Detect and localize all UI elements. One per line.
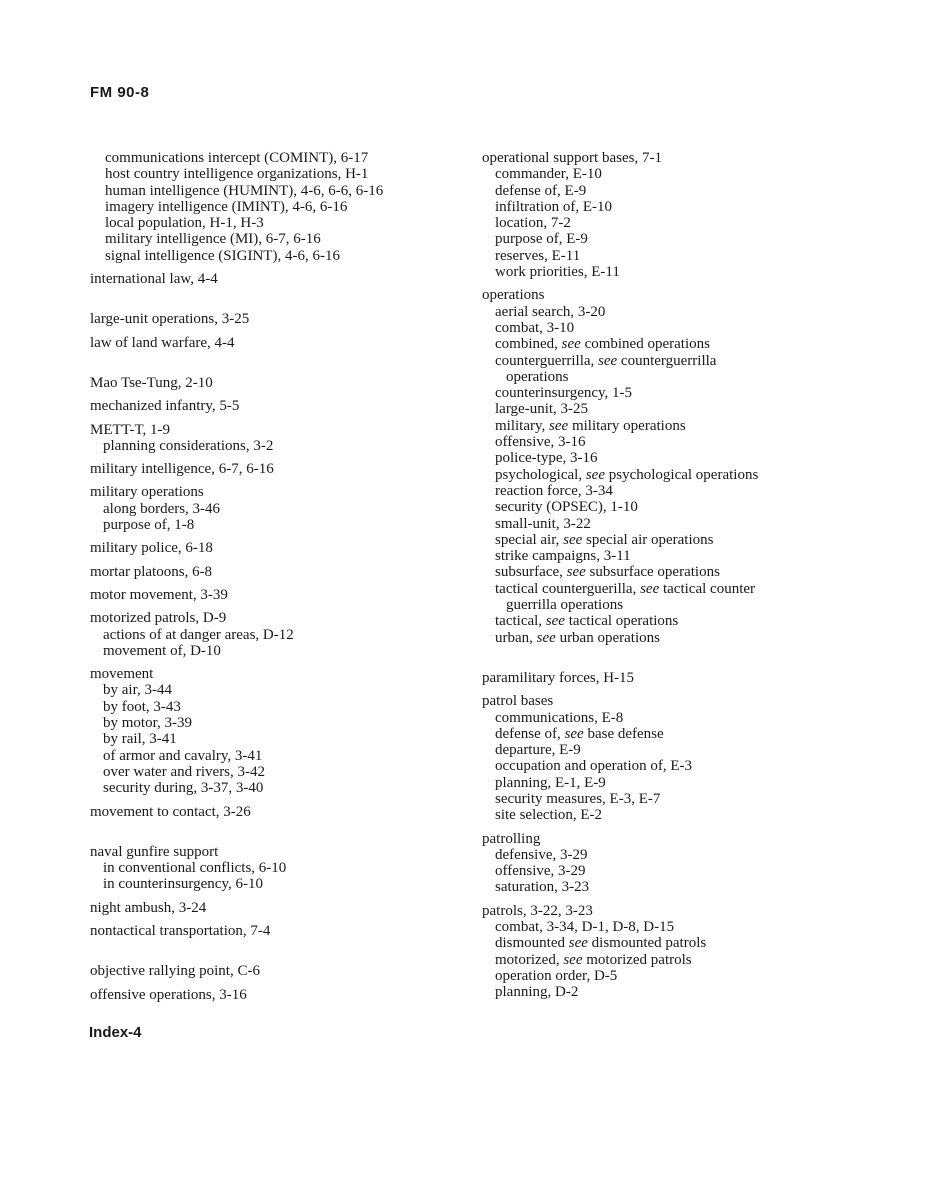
index-subentry: along borders, 3-46	[103, 500, 221, 517]
index-entry	[90, 610, 450, 659]
index-subentry: human intelligence (HUMINT), 4-6, 6-6, 6-16	[105, 182, 384, 199]
page-header: FM 90-8	[90, 84, 150, 101]
index-subentry: host country intelligence organizations, H-1	[105, 166, 369, 183]
index-subentry: commander, E-10	[495, 166, 602, 183]
index-entry	[90, 804, 450, 820]
index-term: paramilitary forces, H-15	[482, 669, 635, 686]
index-entry-patrolling	[482, 831, 822, 896]
index-subentry: by motor, 3-39	[103, 715, 192, 732]
index-term: mortar platoons, 6-8	[90, 563, 213, 580]
index-subentry: counterguerrilla, see counterguerrilla	[495, 352, 717, 369]
index-subentry: military intelligence (MI), 6-7, 6-16	[105, 231, 321, 248]
index-entry	[90, 963, 450, 979]
index-subentry: defense of, E-9	[495, 182, 587, 199]
index-subentry: special air, see special air operations	[495, 531, 714, 548]
index-term: patrolling	[482, 830, 541, 847]
index-entry	[90, 484, 450, 533]
index-entry	[90, 564, 450, 580]
index-term: METT-T, 1-9	[90, 421, 170, 438]
index-entry	[90, 540, 450, 556]
index-entry-patrol-bases	[482, 693, 822, 823]
index-column-left	[90, 150, 450, 1003]
index-subentry: counterinsurgency, 1-5	[495, 385, 633, 402]
index-subentry: security measures, E-3, E-7	[495, 790, 661, 807]
index-term: operations	[482, 287, 545, 304]
index-subentry: psychological, see psychological operations	[495, 466, 759, 483]
index-subentry: communications, E-8	[495, 709, 624, 726]
index-term: naval gunfire support	[90, 843, 219, 860]
index-subentry: planning considerations, 3-2	[103, 437, 274, 454]
index-subentry: large-unit, 3-25	[495, 401, 589, 418]
index-term: military operations	[90, 484, 204, 501]
index-subentry: saturation, 3-23	[495, 879, 590, 896]
page-footer: Index-4	[89, 1024, 142, 1041]
index-subentry: purpose of, 1-8	[103, 517, 195, 534]
index-subentry: by rail, 3-41	[103, 731, 177, 748]
index-term: offensive operations, 3-16	[90, 986, 247, 1003]
index-subentry: tactical, see tactical operations	[495, 613, 679, 630]
index-subentry: operation order, D-5	[495, 967, 618, 984]
index-subentry-continued: operations	[506, 368, 569, 385]
index-subentry: defensive, 3-29	[495, 846, 588, 863]
index-entry	[90, 987, 450, 1003]
index-subentry: tactical counterguerilla, see tactical counter	[495, 580, 756, 597]
index-entry	[482, 150, 822, 280]
index-entry	[90, 461, 450, 477]
index-entry-operations	[482, 287, 822, 646]
index-term: night ambush, 3-24	[90, 899, 207, 916]
index-subentry: infiltration of, E-10	[495, 198, 613, 215]
index-subentry: signal intelligence (SIGINT), 4-6, 6-16	[105, 247, 340, 264]
index-subentry: offensive, 3-29	[495, 863, 586, 880]
index-subentry: defense of, see base defense	[495, 725, 664, 742]
index-subentry: reaction force, 3-34	[495, 482, 613, 499]
index-entry-patrols	[482, 903, 822, 1001]
index-subentry: strike campaigns, 3-11	[495, 548, 631, 565]
index-subentry: movement of, D-10	[103, 642, 221, 659]
index-entry	[90, 900, 450, 916]
index-term: law of land warfare, 4-4	[90, 334, 235, 351]
index-term: objective rallying point, C-6	[90, 963, 260, 980]
index-term: Mao Tse-Tung, 2-10	[90, 374, 213, 391]
index-entry	[90, 335, 450, 351]
index-subentry: military, see military operations	[495, 417, 686, 434]
index-subentry: combined, see combined operations	[495, 336, 710, 353]
index-subentry: over water and rivers, 3-42	[103, 763, 266, 780]
index-subentry: location, 7-2	[495, 215, 571, 232]
index-subentry: departure, E-9	[495, 742, 581, 759]
index-subentry: combat, 3-10	[495, 319, 575, 336]
index-column-right	[482, 150, 822, 1001]
index-term: patrols, 3-22, 3-23	[482, 902, 593, 919]
index-subentry: urban, see urban operations	[495, 629, 660, 646]
index-subentry: small-unit, 3-22	[495, 515, 591, 532]
index-subentry: reserves, E-11	[495, 247, 581, 264]
index-term: movement to contact, 3-26	[90, 803, 251, 820]
index-term: patrol bases	[482, 693, 554, 710]
index-term: military intelligence, 6-7, 6-16	[90, 461, 274, 478]
index-term: movement	[90, 666, 154, 683]
index-subentry: communications intercept (COMINT), 6-17	[105, 150, 369, 166]
index-subentry: in counterinsurgency, 6-10	[103, 876, 263, 893]
index-subentry: actions of at danger areas, D-12	[103, 626, 294, 643]
index-entry	[90, 422, 450, 455]
index-term: international law, 4-4	[90, 271, 218, 288]
index-subentry: planning, E-1, E-9	[495, 774, 606, 791]
index-term: motorized patrols, D-9	[90, 610, 227, 627]
index-subentry: imagery intelligence (IMINT), 4-6, 6-16	[105, 198, 348, 215]
index-entry	[90, 923, 450, 939]
index-entry	[90, 398, 450, 414]
index-entry	[90, 666, 450, 796]
index-subentry: by air, 3-44	[103, 682, 172, 699]
index-entry	[90, 844, 450, 893]
index-entry	[90, 271, 450, 287]
index-entry	[90, 587, 450, 603]
index-subentry: site selection, E-2	[495, 807, 603, 824]
index-subentry: offensive, 3-16	[495, 434, 586, 451]
index-subentry: police-type, 3-16	[495, 450, 598, 467]
index-subentry-continued: guerrilla operations	[506, 597, 624, 614]
index-subentry: local population, H-1, H-3	[105, 215, 264, 232]
index-term: motor movement, 3-39	[90, 586, 228, 603]
index-term: nontactical transportation, 7-4	[90, 922, 271, 939]
index-subentry: security (OPSEC), 1-10	[495, 499, 638, 516]
index-subentry: in conventional conflicts, 6-10	[103, 860, 287, 877]
index-entry	[482, 670, 822, 686]
index-term: military police, 6-18	[90, 540, 213, 557]
index-subentry: of armor and cavalry, 3-41	[103, 747, 263, 764]
index-subentry: by foot, 3-43	[103, 698, 181, 715]
index-entry	[90, 311, 450, 327]
index-subentry: motorized, see motorized patrols	[495, 951, 692, 968]
index-subentry: planning, D-2	[495, 984, 579, 1001]
index-subentry: security during, 3-37, 3-40	[103, 780, 264, 797]
index-entry-intelligence-cont	[90, 150, 450, 264]
index-term: large-unit operations, 3-25	[90, 311, 250, 328]
index-subentry: occupation and operation of, E-3	[495, 758, 693, 775]
index-entry	[90, 375, 450, 391]
index-term: operational support bases, 7-1	[482, 150, 662, 166]
index-subentry: work priorities, E-11	[495, 264, 620, 281]
index-subentry: aerial search, 3-20	[495, 303, 606, 320]
index-subentry: combat, 3-34, D-1, D-8, D-15	[495, 919, 675, 936]
index-subentry: subsurface, see subsurface operations	[495, 564, 720, 581]
index-subentry: dismounted see dismounted patrols	[495, 935, 707, 952]
index-subentry: purpose of, E-9	[495, 231, 588, 248]
index-term: mechanized infantry, 5-5	[90, 398, 240, 415]
